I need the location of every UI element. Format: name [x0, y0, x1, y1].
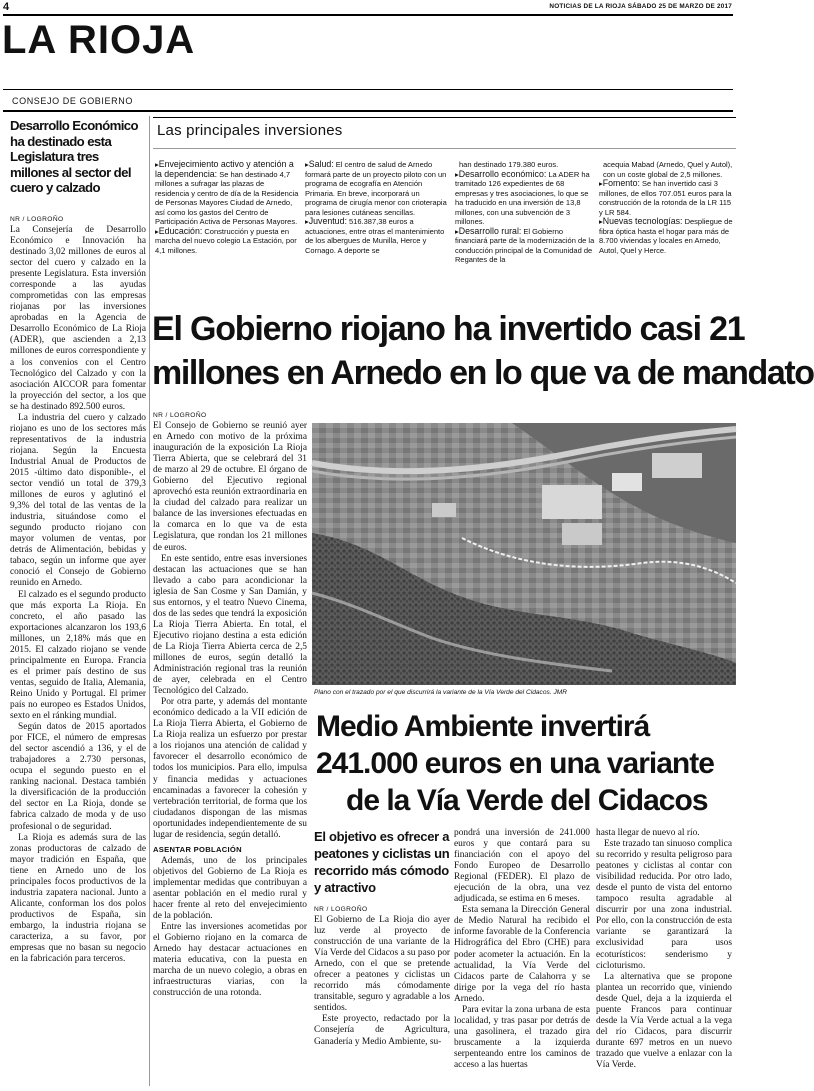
inversion-text: El centro de salud de Arnedo formará parte de un proyecto piloto con un programa de ecografía en Atención Primaria. En breve, incorporará un programa de cirugía menor con crioterapia para lesiones cutáneas sencillas. — [305, 160, 447, 217]
sidebar-paragraph: La Rioja es además sura de las zonas productoras de calzado de mayor tradición en España, que tiene en Arnedo uno de los principales focos productivos de la industria zapatera nacional. Junto a Alicante, conforman los dos polos productivos de España, sin embargo, la industria riojana se caracteriza, a su favor, por empresas que no basan su negocio en la fabricación para terceros. — [10, 832, 146, 965]
main-headline-line-1: El Gobierno riojano ha invertido casi 21 — [152, 310, 745, 348]
inversion-term: Salud: — [308, 159, 334, 169]
inversion-text: Despliegue de fibra óptica hasta el hogar para más de 8.700 viviendas y locales en Arnedo, Autol, Quel y Herce. — [599, 217, 733, 255]
inversion-item: ▸Desarrollo económico: La ADER ha tramitado 126 expedientes de 68 empresas y tres asociaciones, lo que se ha traducido en una inversión de 13,8 millones, con una subvención de 3 millones. — [455, 168, 590, 226]
env-story-paragraph: Este proyecto, redactado por la Consejería de Agricultura, Ganadería y Medio Ambiente, su- — [314, 1014, 450, 1047]
env-story-byline: NR / LOGROÑO — [314, 906, 368, 913]
main-story-paragraph: El Consejo de Gobierno se reunió ayer en Arnedo con motivo de la próxima inauguración de la exposición La Rioja Tierra Abierta, que se celebrará del 31 de marzo al 29 de octubre. El órgano de Gobierno del Ejecutivo regional aprovechó esta reunión extraordinaria en la ciudad del calzado para realizar un balance de las inversiones efectuadas en la comarca en lo que va de esta Legislatura, que rondan los 21 millones de euros. — [153, 421, 307, 553]
env-headline — [316, 708, 736, 819]
aerial-photo — [312, 423, 736, 685]
inversion-item: ▸Desarrollo rural: El Gobierno financiará parte de la modernización de la conducción principal de la Comunidad de Regantes de la — [455, 225, 595, 264]
section-title: LA RIOJA — [2, 18, 196, 62]
inversiones-title: Las principales inversiones — [157, 122, 343, 139]
env-story-col-1 — [314, 828, 450, 1048]
header-top-rule — [3, 14, 733, 16]
inversion-term: Juventud: — [308, 216, 347, 226]
env-story-paragraph: pondrá una inversión de 241.000 euros y que contará para su financiación con el apoyo del Fondo Europeo de Desarrollo Regional (FEDER). El plazo de ejecución de la obra, una vez adjudicada, se estima en 6 meses. — [454, 828, 590, 905]
inversion-item: ▸Juventud: 516.387,38 euros a actuaciones, entre otras el mantenimiento de los albergues de Munilla, Herce y Cornago. A deporte se — [305, 216, 445, 255]
main-story-column — [153, 412, 307, 999]
main-story-subhead: ASENTAR POBLACIÓN — [153, 844, 242, 854]
inversion-item: ▸Fomento: Se han invertido casi 3 millones, de ellos 707.051 euros para la construcción de la rotonda de la LR 115 y LR 584. — [599, 178, 732, 217]
sidebar-byline: NR / LOGROÑO — [10, 215, 64, 223]
inversiones-box — [153, 117, 736, 297]
inversiones-col-1 — [155, 160, 300, 255]
inversiones-col-3 — [455, 160, 595, 265]
inversion-text: Construcción y puesta en marcha del nuevo colegio La Estación, por 4,1 millones. — [155, 226, 297, 255]
header-mid-rule — [3, 89, 733, 90]
env-headline-line-3: de la Vía Verde del Cidacos — [346, 784, 708, 817]
page-number: 4 — [3, 1, 10, 13]
sidebar-paragraph: Según datos de 2015 aportados por FICE, el número de empresas del sector ascendió a 136, y el de trabajadores a 2.730 personas, ocupa el segundo puesto en el ranking nacional. Destaca también la diversificación de la producción del sector en La Rioja, donde se fabrica calzado de moda y de uso profesional o de seguridad. — [10, 722, 146, 832]
sidebar-paragraph: La industria del cuero y calzado riojano es uno de los sectores más representativos de la industria riojana. Según la Encuesta Industrial Anual de Productos de 2015 -último dato disponible-, el sector vendió un total de 379,3 millones de euros y aglutinó el 9,3% del total de las ventas de la industria, situándose como el segundo producto riojano con mayor volumen de ventas, por detrás de Alimentación, bebidas y tabaco, según un informe que ayer conoció el Consejo de Gobierno reunido en Arnedo. — [10, 412, 146, 589]
inversion-text: Se han destinado 4,7 millones a sufragar las plazas de residencia y centro de día de la Residencia de Personas Mayores Ciudad de Arnedo, así como los gastos del Centro de Participación Activa de Personas Mayores. — [155, 169, 299, 226]
main-story-paragraph: En este sentido, entre esas inversiones destacan las actuaciones que se han llevado a cabo para acondicionar la iglesia de San Cosme y San Damián, y sus entornos, y el teatro Nuevo Cinema, dos de las sedes que tendrá la exposición La Rioja Tierra Abierta. En total, el Ejecutivo riojano destina a esta edición de La Rioja Tierra Abierta cerca de 2,5 millones de euros, según detalló la Administración regional tras la reunión de ayer, celebrada en el Centro Tecnológico del Calzado. — [153, 553, 307, 697]
env-story-paragraph: El Gobierno de La Rioja dio ayer luz verde al proyecto de construcción de una variante de la Vía Verde del Cidacos a su paso por Arnedo, con el que se pretende ofrecer a peatones y ciclistas un recorrido más cómodamente transitable, seguro y agradable a los sentidos. — [314, 915, 450, 1014]
inversiones-title-rule — [153, 148, 736, 149]
inversiones-col-2 — [305, 160, 450, 255]
inversion-item: ▸Educación: Construcción y puesta en marcha del nuevo colegio La Estación, por 4,1 millones. — [155, 225, 297, 255]
inversion-term: Educación: — [158, 225, 203, 236]
env-story-paragraph: hasta llegar de nuevo al río. — [596, 828, 700, 838]
env-story-paragraph: La alternativa que se propone plantea un recorrido que, viniendo desde Quel, deja a la izquierda el puente Francos para continuar desde la Vía Verde actual a la vega del río Cidacos, para discurrir durante 697 metros en un nuevo trazado que vuelve a enlazar con la Vía Verde. — [596, 971, 732, 1070]
inversion-text: han destinado 179.380 euros. — [459, 160, 559, 169]
inversion-term: Envejecimiento activo y atención a la dependencia: — [155, 159, 294, 179]
subsection-label: CONSEJO DE GOBIERNO — [12, 96, 133, 106]
env-headline-line-1: Medio Ambiente invertirá — [316, 710, 650, 743]
inversion-text: Se han invertido casi 3 millones, de ellos 707.051 euros para la construcción de la rotonda de la LR 115 y LR 584. — [599, 179, 732, 217]
env-story-paragraph: Este trazado tan sinuoso complica su recorrido y resulta peligroso para peatones y ciclistas al contar con visibilidad reducida. Por otro lado, desde el punto de vista del entorno tampoco resulta agradable al discurrir por una zona industrial. Por ello, con la construcción de esta variante se garantizará la exclusividad para usos ecoturísticos: senderismo y cicloturismo. — [596, 839, 732, 971]
inversion-term: Desarrollo económico: — [458, 168, 547, 179]
inversion-item: ▸Salud: El centro de salud de Arnedo formará parte de un proyecto piloto con un programa de ecografía en Atención Primaria. En breve, incorporará un programa de cirugía menor con crioterapia para lesiones cutáneas sencillas. — [305, 159, 447, 217]
sidebar-paragraph: La Consejería de Desarrollo Económico e Innovación ha destinado 3,02 millones de euros al sector del cuero y calzado en la presente Legislatura. Esta inversión corresponde a las ayudas comprometidas con las empresas riojanas por las inversiones aprobadas en la Agencia de Desarrollo Económico de La Rioja (ADER), que ascienden a 2,13 millones de euros correspondiente y a los convenios con el Centro Tecnológico del Calzado y con la asociación AICCOR para fomentar la proyección del sector, a los que se ha destinado 892.500 euros. — [10, 224, 146, 412]
inversion-item — [599, 160, 734, 179]
inversion-item: ▸Envejecimiento activo y atención a la dependencia: Se han destinado 4,7 millones a sufragar las plazas de residencia y centro de día de la Residencia de Personas Mayores Ciudad de Arnedo, así como los gastos del Centro de Participación Activa de Personas Mayores. — [155, 159, 299, 226]
aerial-photo-image — [312, 423, 736, 685]
env-headline-line-2: 241.000 euros en una variante — [316, 747, 714, 780]
inversion-text: El Gobierno financiará parte de la modernización de la conducción principal de la Comunidad de Regantes de la — [455, 226, 595, 264]
env-story-paragraph: Para evitar la zona urbana de esta localidad, y tras pasar por detrás de una gasolinera, el trazado gira bruscamente a la izquierda serpenteando entre los caminos de acceso a las huertas — [454, 1004, 590, 1070]
main-story-paragraph: Además, uno de los principales objetivos del Gobierno de La Rioja es implementar medidas que contribuyan a asentar población en el medio rural y hacer frente al reto del envejecimiento de la población. — [153, 855, 307, 922]
env-story-col-3 — [596, 828, 732, 1071]
inversion-item: ▸Nuevas tecnologías: Despliegue de fibra óptica hasta el hogar para más de 8.700 viviendas y locales en Arnedo, Autol, Quel y Herce. — [599, 216, 733, 255]
header-bottom-rule — [3, 110, 733, 112]
env-story-deck: El objetivo es ofrecer a peatones y ciclistas un recorrido más cómodo y atractivo — [314, 829, 450, 895]
env-story-col-2 — [454, 828, 590, 1071]
sidebar-column — [10, 118, 146, 965]
main-headline-line-2: millones en Arnedo en lo que va de mandato — [152, 354, 814, 392]
sidebar-body — [10, 225, 146, 965]
main-story-paragraph: Por otra parte, y además del montante económico dedicado a la VII edición de La Rioja Tierra Abierta, el Gobierno de La Rioja realiza un esfuerzo por prestar a los riojanos una atención de calidad y favorecer el desarrollo económico de todos los municipios. Para ello, impulsa y financia medidas y actuaciones encaminadas a favorecer la cohesión y vertebración territorial, de forma que los ciudadanos dispongan de las mismas oportunidades independientemente de su lugar de residencia, según detalló. — [153, 697, 307, 840]
inversion-text: 516.387,38 euros a actuaciones, entre otras el mantenimiento de los albergues de Munilla, Herce y Cornago. A deporte se — [305, 217, 445, 255]
inversion-text: acequia Mabad (Arnedo, Quel y Autol), con un coste global de 2,5 millones. — [603, 160, 733, 179]
env-story-paragraph: Esta semana la Dirección General de Medio Natural ha recibido el informe favorable de la Conferencia Hidrográfica del Ebro (CHE) para poder acometer la actuación. En la actualidad, la Vía Verde del Cidacos parte de Calahorra y se dirige por la vega del río hasta Arnedo. — [454, 905, 590, 1004]
inversion-term: Desarrollo rural: — [458, 225, 522, 236]
column-divider — [149, 116, 150, 1086]
main-story-byline: NR / LOGROÑO — [153, 412, 207, 419]
inversion-text: La ADER ha tramitado 126 expedientes de 68 empresas y tres asociaciones, lo que se ha traducido en una inversión de 13,8 millones, con una subvención de 3 millones. — [455, 169, 590, 226]
inversion-term: Fomento: — [602, 178, 640, 188]
main-headline — [152, 307, 814, 395]
sidebar-headline: Desarrollo Económico ha destinado esta Legislatura tres millones al sector del cuero y calzado — [10, 118, 138, 196]
inversiones-col-4 — [599, 160, 734, 255]
inversion-term: Nuevas tecnologías: — [602, 216, 683, 226]
photo-caption: Plano con el trazado por el que discurrirá la variante de la Vía Verde del Cidacos. JMR — [314, 689, 568, 696]
main-story-paragraph: Entre las inversiones acometidas por el Gobierno riojano en la comarca de Arnedo hay destacar actuaciones en materia educativa, con la puesta en marcha de un nuevo colegio, a obras en infraestructuras viarias, con la construcción de una rotonda. — [153, 922, 307, 999]
sidebar-paragraph: El calzado es el segundo producto que más exporta La Rioja. En concreto, el año pasado las exportaciones alcanzaron los 193,6 millones, un 2,18% más que en 2015. El calzado riojano se vende principalmente en Europa. Francia es el primer país destino de sus ventas, seguido de Italia, Alemania, Reino Unido y Portugal. El primer país no europeo es Estados Unidos, sexto en el ránking mundial. — [10, 589, 146, 722]
publication-date: NOTICIAS DE LA RIOJA SÁBADO 25 DE MARZO DE 2017 — [549, 3, 732, 10]
